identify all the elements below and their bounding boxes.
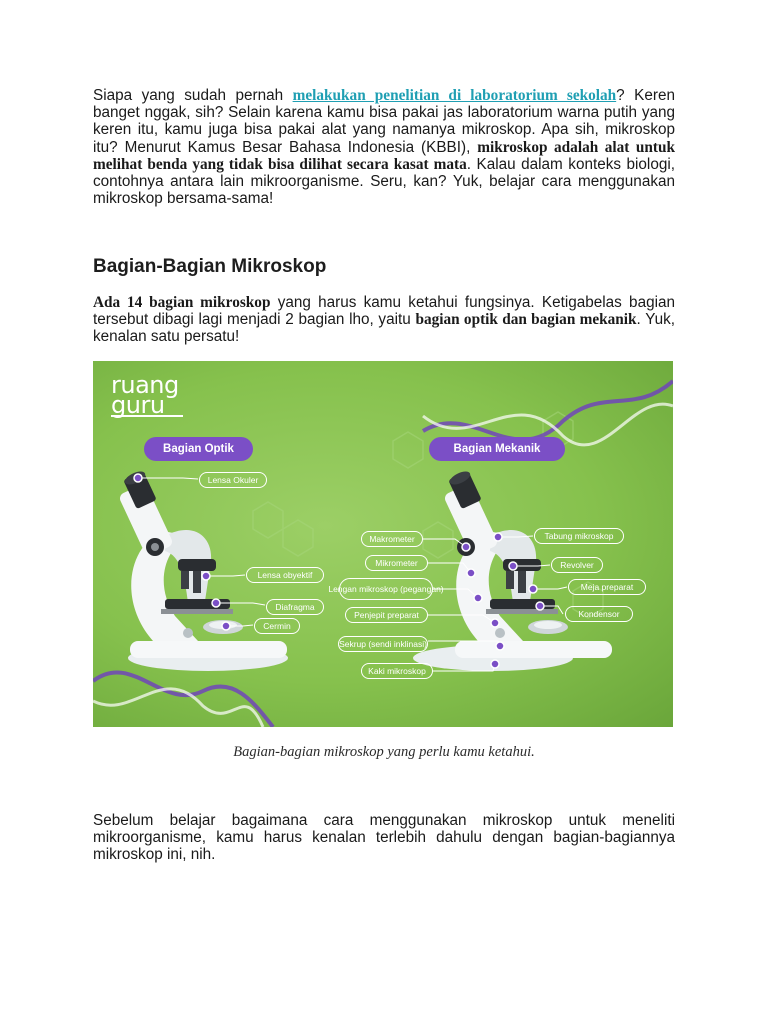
section-heading: Bagian-Bagian Mikroskop	[93, 256, 327, 277]
label-tabung-mikroskop: Tabung mikroskop	[534, 528, 624, 544]
microscope-definition: mikroskop adalah alat untuk melihat benda yang tidak bisa dilihat secara kasat mata	[93, 138, 675, 173]
intro-text-1: Siapa yang sudah pernah	[93, 87, 293, 104]
dna-helix-top-icon	[423, 381, 673, 445]
parts-text-2: . Yuk, kenalan satu persatu!	[93, 311, 675, 346]
label-kaki-mikroskop: Kaki mikroskop	[361, 663, 433, 679]
label-revolver: Revolver	[551, 557, 603, 573]
parts-paragraph	[93, 294, 675, 346]
label-meja-preparat: Meja preparat	[568, 579, 646, 595]
intro-paragraph	[93, 87, 675, 207]
label-diafragma: Diafragma	[266, 599, 324, 615]
label-kondensor: Kondensor	[565, 606, 633, 622]
mechanics-section-pill: Bagian Mekanik	[429, 437, 565, 461]
label-sekrup: Sekrup (sendi inklinasi)	[338, 636, 428, 652]
label-lengan-mikroskop: Lengan mikroskop (pegangan)	[339, 578, 433, 600]
microscope-parts-figure	[93, 361, 673, 727]
label-penjepit-preparat: Penjepit preparat	[345, 607, 428, 623]
logo-line-1: ruang	[111, 371, 179, 399]
intro-text-3: . Kalau dalam konteks biologi, contohnya antara lain mikroorganisme. Seru, kan? Yuk, belajar cara menggunakan mikroskop bersama-sama!	[93, 155, 675, 208]
parts-categories-text: bagian optik dan bagian mekanik	[415, 311, 637, 329]
label-lensa-obyektif: Lensa obyektif	[246, 567, 324, 583]
lab-research-link[interactable]: melakukan penelitian di laboratorium sekolah	[292, 87, 617, 104]
dna-helix-bottom-icon	[93, 672, 273, 727]
label-mikrometer: Mikrometer	[365, 555, 428, 571]
parts-text-1: yang harus kamu ketahui fungsinya. Ketigabelas bagian tersebut dibagi lagi menjadi 2 bagian lho, yaitu	[93, 294, 675, 329]
parts-count-text: Ada 14 bagian mikroskop	[93, 294, 271, 311]
label-cermin: Cermin	[254, 618, 300, 634]
logo-line-2: guru	[111, 395, 183, 417]
optics-section-pill: Bagian Optik	[144, 437, 253, 461]
label-lensa-okuler: Lensa Okuler	[199, 472, 267, 488]
figure-caption: Bagian-bagian mikroskop yang perlu kamu ketahui.	[233, 744, 535, 760]
ruangguru-logo	[111, 371, 183, 419]
label-makrometer: Makrometer	[361, 531, 423, 547]
closing-paragraph: Sebelum belajar bagaimana cara menggunakan mikroskop untuk meneliti mikroorganisme, kamu harus kenalan terlebih dahulu dengan bagian-bagiannya mikroskop ini, nih.	[93, 812, 675, 864]
intro-text-2: ? Keren banget nggak, sih? Selain karena kamu bisa pakai jas laboratorium warna putih yang keren itu, kamu juga bisa pakai alat yang namanya mikroskop. Apa sih, mikroskop itu? Menurut Kamus Besar Bahasa Indonesia (KBBI),	[93, 87, 675, 156]
